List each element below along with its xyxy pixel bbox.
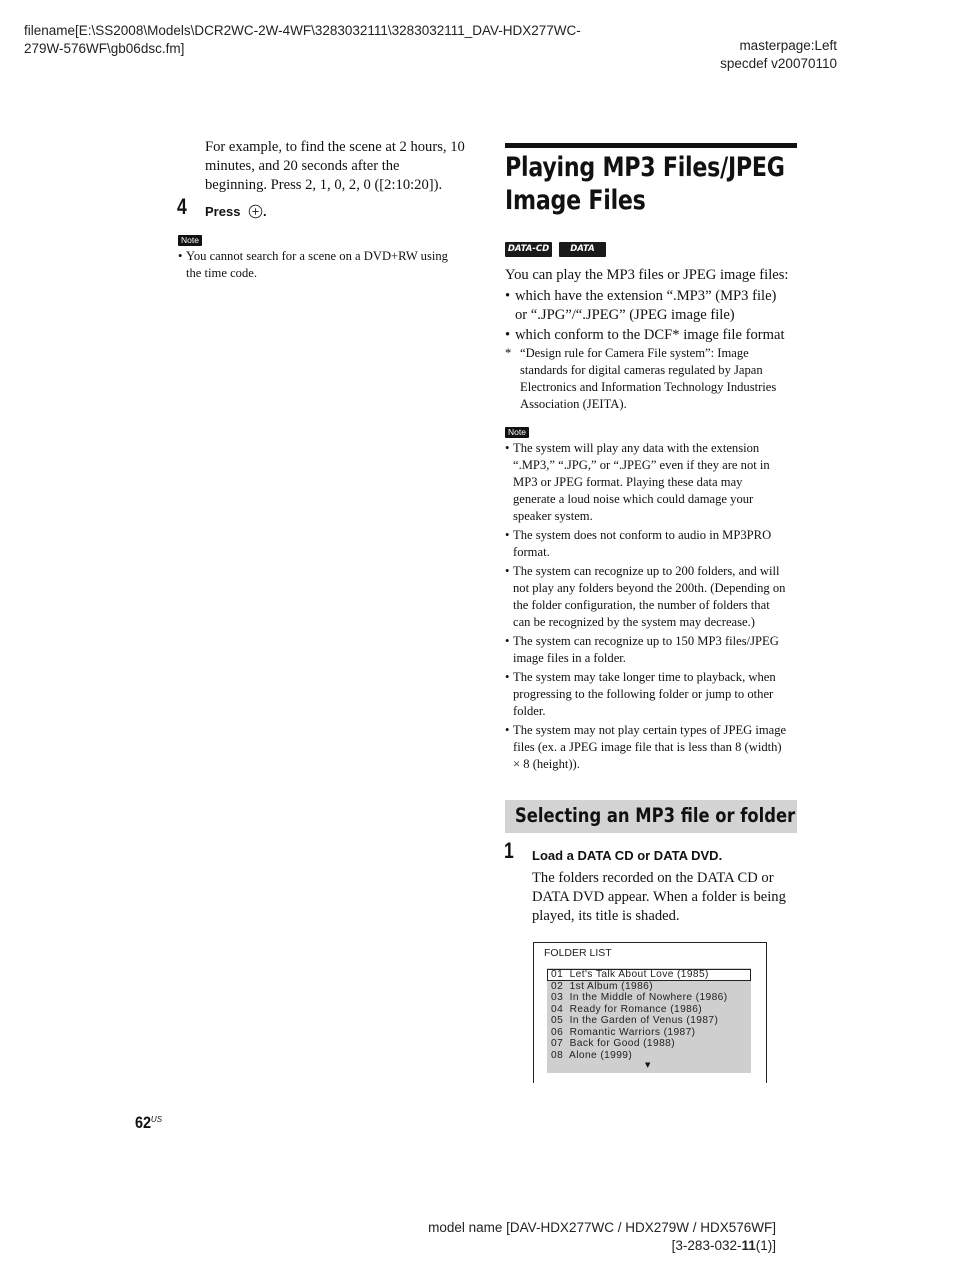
footnote-line: standards for digital cameras regulated by Japan: [520, 363, 763, 377]
folder-item[interactable]: 07 Back for Good (1988): [551, 1038, 675, 1049]
folder-item[interactable]: 05 In the Garden of Venus (1987): [551, 1015, 719, 1026]
note-line: not play any folders beyond the 200th. (Depending on: [513, 581, 786, 595]
note-badge-left: Note: [178, 235, 202, 246]
example-line: minutes, and 20 seconds after the: [205, 158, 400, 174]
document-code-suffix: (1)]: [755, 1238, 776, 1253]
folder-item[interactable]: 04 Ready for Romance (1986): [551, 1003, 703, 1015]
folder-list-screen: [533, 942, 767, 1083]
enter-icon: [248, 204, 263, 224]
step-number-4: 4: [177, 194, 187, 219]
folder-list-title: FOLDER LIST: [544, 947, 612, 959]
footnote-line: Electronics and Information Technology Industries: [520, 380, 777, 394]
note-line: • The system will play any data with the extension: [513, 441, 760, 455]
folder-item-label: 01 Let's Talk About Love (1985): [551, 969, 709, 980]
note-line: • The system may not play certain types of JPEG image: [513, 723, 787, 737]
note-line: • The system may take longer time to playback, when: [513, 670, 776, 684]
specdef-label: specdef v20070110: [720, 56, 837, 71]
step-4-instruction: [205, 203, 267, 224]
folder-list: [547, 969, 751, 1061]
source-filename: [24, 22, 581, 58]
press-period: .: [263, 204, 267, 219]
note-item: [505, 527, 801, 561]
data-dvd-badge: DATA DVD: [559, 242, 606, 257]
folder-item[interactable]: 02 1st Album (1986): [551, 980, 654, 992]
step-1-heading: Load a DATA CD or DATA DVD.: [532, 848, 723, 863]
document-code: [428, 1237, 776, 1255]
section-heading-bar: [505, 800, 797, 833]
note-line: format.: [513, 545, 550, 559]
note-line: • The system can recognize up to 150 MP3 files/JPEG: [513, 634, 779, 648]
bullet-line: • which have the extension “.MP3” (MP3 file): [515, 288, 777, 304]
title-rule: [505, 143, 797, 148]
footnote: [505, 345, 800, 413]
example-line: beginning. Press 2, 1, 0, 2, 0 ([2:10:20]).: [205, 177, 443, 193]
folder-item[interactable]: 03 In the Middle of Nowhere (1986): [551, 992, 728, 1003]
footnote-line: Association (JEITA).: [520, 397, 627, 411]
note-item: [505, 669, 801, 720]
intro-text: You can play the MP3 files or JPEG image files:: [505, 267, 789, 283]
note-line: folder.: [513, 704, 546, 718]
note-line: speaker system.: [513, 509, 593, 523]
folder-item-selected[interactable]: [547, 969, 751, 981]
note-left-item: [178, 248, 478, 282]
step-1-body-line: DATA DVD appear. When a folder is being: [532, 889, 786, 905]
header-meta: [720, 37, 837, 73]
folder-item[interactable]: 08 Alone (1999): [551, 1049, 633, 1061]
page-title-line-2: Image Files: [505, 185, 646, 216]
example-line: For example, to find the scene at 2 hours, 10: [205, 139, 465, 155]
note-item: [505, 722, 801, 773]
footnote-line: “Design rule for Camera File system”: Image: [520, 346, 749, 360]
page-title: [505, 151, 846, 217]
intro-bullet: [505, 326, 805, 345]
note-badge-right: Note: [505, 427, 529, 438]
folder-item[interactable]: 06 Romantic Warriors (1987): [551, 1026, 696, 1038]
press-label: Press: [205, 204, 241, 219]
folder-list-panel: [547, 968, 751, 1073]
step-1-body-line: played, its title is shaded.: [532, 908, 680, 924]
note-left-line: the time code.: [186, 266, 257, 280]
filename-line-1: filename[E:\SS2008\Models\DCR2WC-2W-4WF\3283032111\3283032111_DAV-HDX277WC-: [24, 23, 581, 38]
note-line: “.MP3,” “.JPG,” or “.JPEG” even if they are not in: [513, 458, 770, 472]
page-title-line-1: Playing MP3 Files/JPEG: [505, 152, 785, 183]
note-item: [505, 563, 801, 631]
note-left: [178, 248, 478, 282]
note-line: MP3 or JPEG format. Playing these data may: [513, 475, 743, 489]
intro-bullet: [505, 287, 805, 325]
page-number-value: 62: [135, 1113, 152, 1132]
note-line: generate a loud noise which could damage your: [513, 492, 754, 506]
note-line: files (ex. a JPEG image file that is less than 8 (width): [513, 740, 782, 754]
step-1-body-line: The folders recorded on the DATA CD or: [532, 870, 774, 886]
note-line: the folder configuration, the number of folders that: [513, 598, 770, 612]
note-item: [505, 440, 801, 525]
document-code-prefix: [3-283-032-: [671, 1238, 742, 1253]
page-number-suffix: US: [150, 1115, 163, 1124]
intro-block: [505, 266, 805, 345]
footer-meta: [428, 1219, 776, 1255]
scroll-down-arrow-icon[interactable]: ▼: [645, 1061, 651, 1069]
bullet-line: or “.JPG”/“.JPEG” (JPEG image file): [515, 307, 735, 323]
model-name: model name [DAV-HDX277WC / HDX279W / HDX576WF]: [428, 1220, 776, 1235]
time-search-example: [205, 138, 480, 195]
page-number: [135, 1113, 162, 1133]
section-title: Selecting an MP3 file or folder: [515, 804, 796, 827]
step-number-1: 1: [504, 838, 514, 863]
note-line: progressing to the following folder or jump to other: [513, 687, 774, 701]
note-right: [505, 440, 801, 773]
note-left-line: • You cannot search for a scene on a DVD+RW using: [186, 249, 448, 263]
footnote-mark: *: [505, 346, 512, 360]
document-code-bold: 11: [741, 1238, 756, 1253]
note-line: • The system does not conform to audio in MP3PRO: [513, 528, 772, 542]
note-line: × 8 (height)).: [513, 757, 580, 771]
step-1-body: [532, 869, 802, 926]
note-line: can be recognized by the system may decrease.): [513, 615, 755, 629]
note-item: [505, 633, 801, 667]
filename-line-2: 279W-576WF\gb06dsc.fm]: [24, 41, 185, 56]
note-line: • The system can recognize up to 200 folders, and will: [513, 564, 780, 578]
note-line: image files in a folder.: [513, 651, 626, 665]
bullet-line: • which conform to the DCF* image file format: [515, 327, 785, 343]
data-cd-badge: DATA-CD: [505, 242, 552, 257]
masterpage-label: masterpage:Left: [739, 38, 837, 53]
